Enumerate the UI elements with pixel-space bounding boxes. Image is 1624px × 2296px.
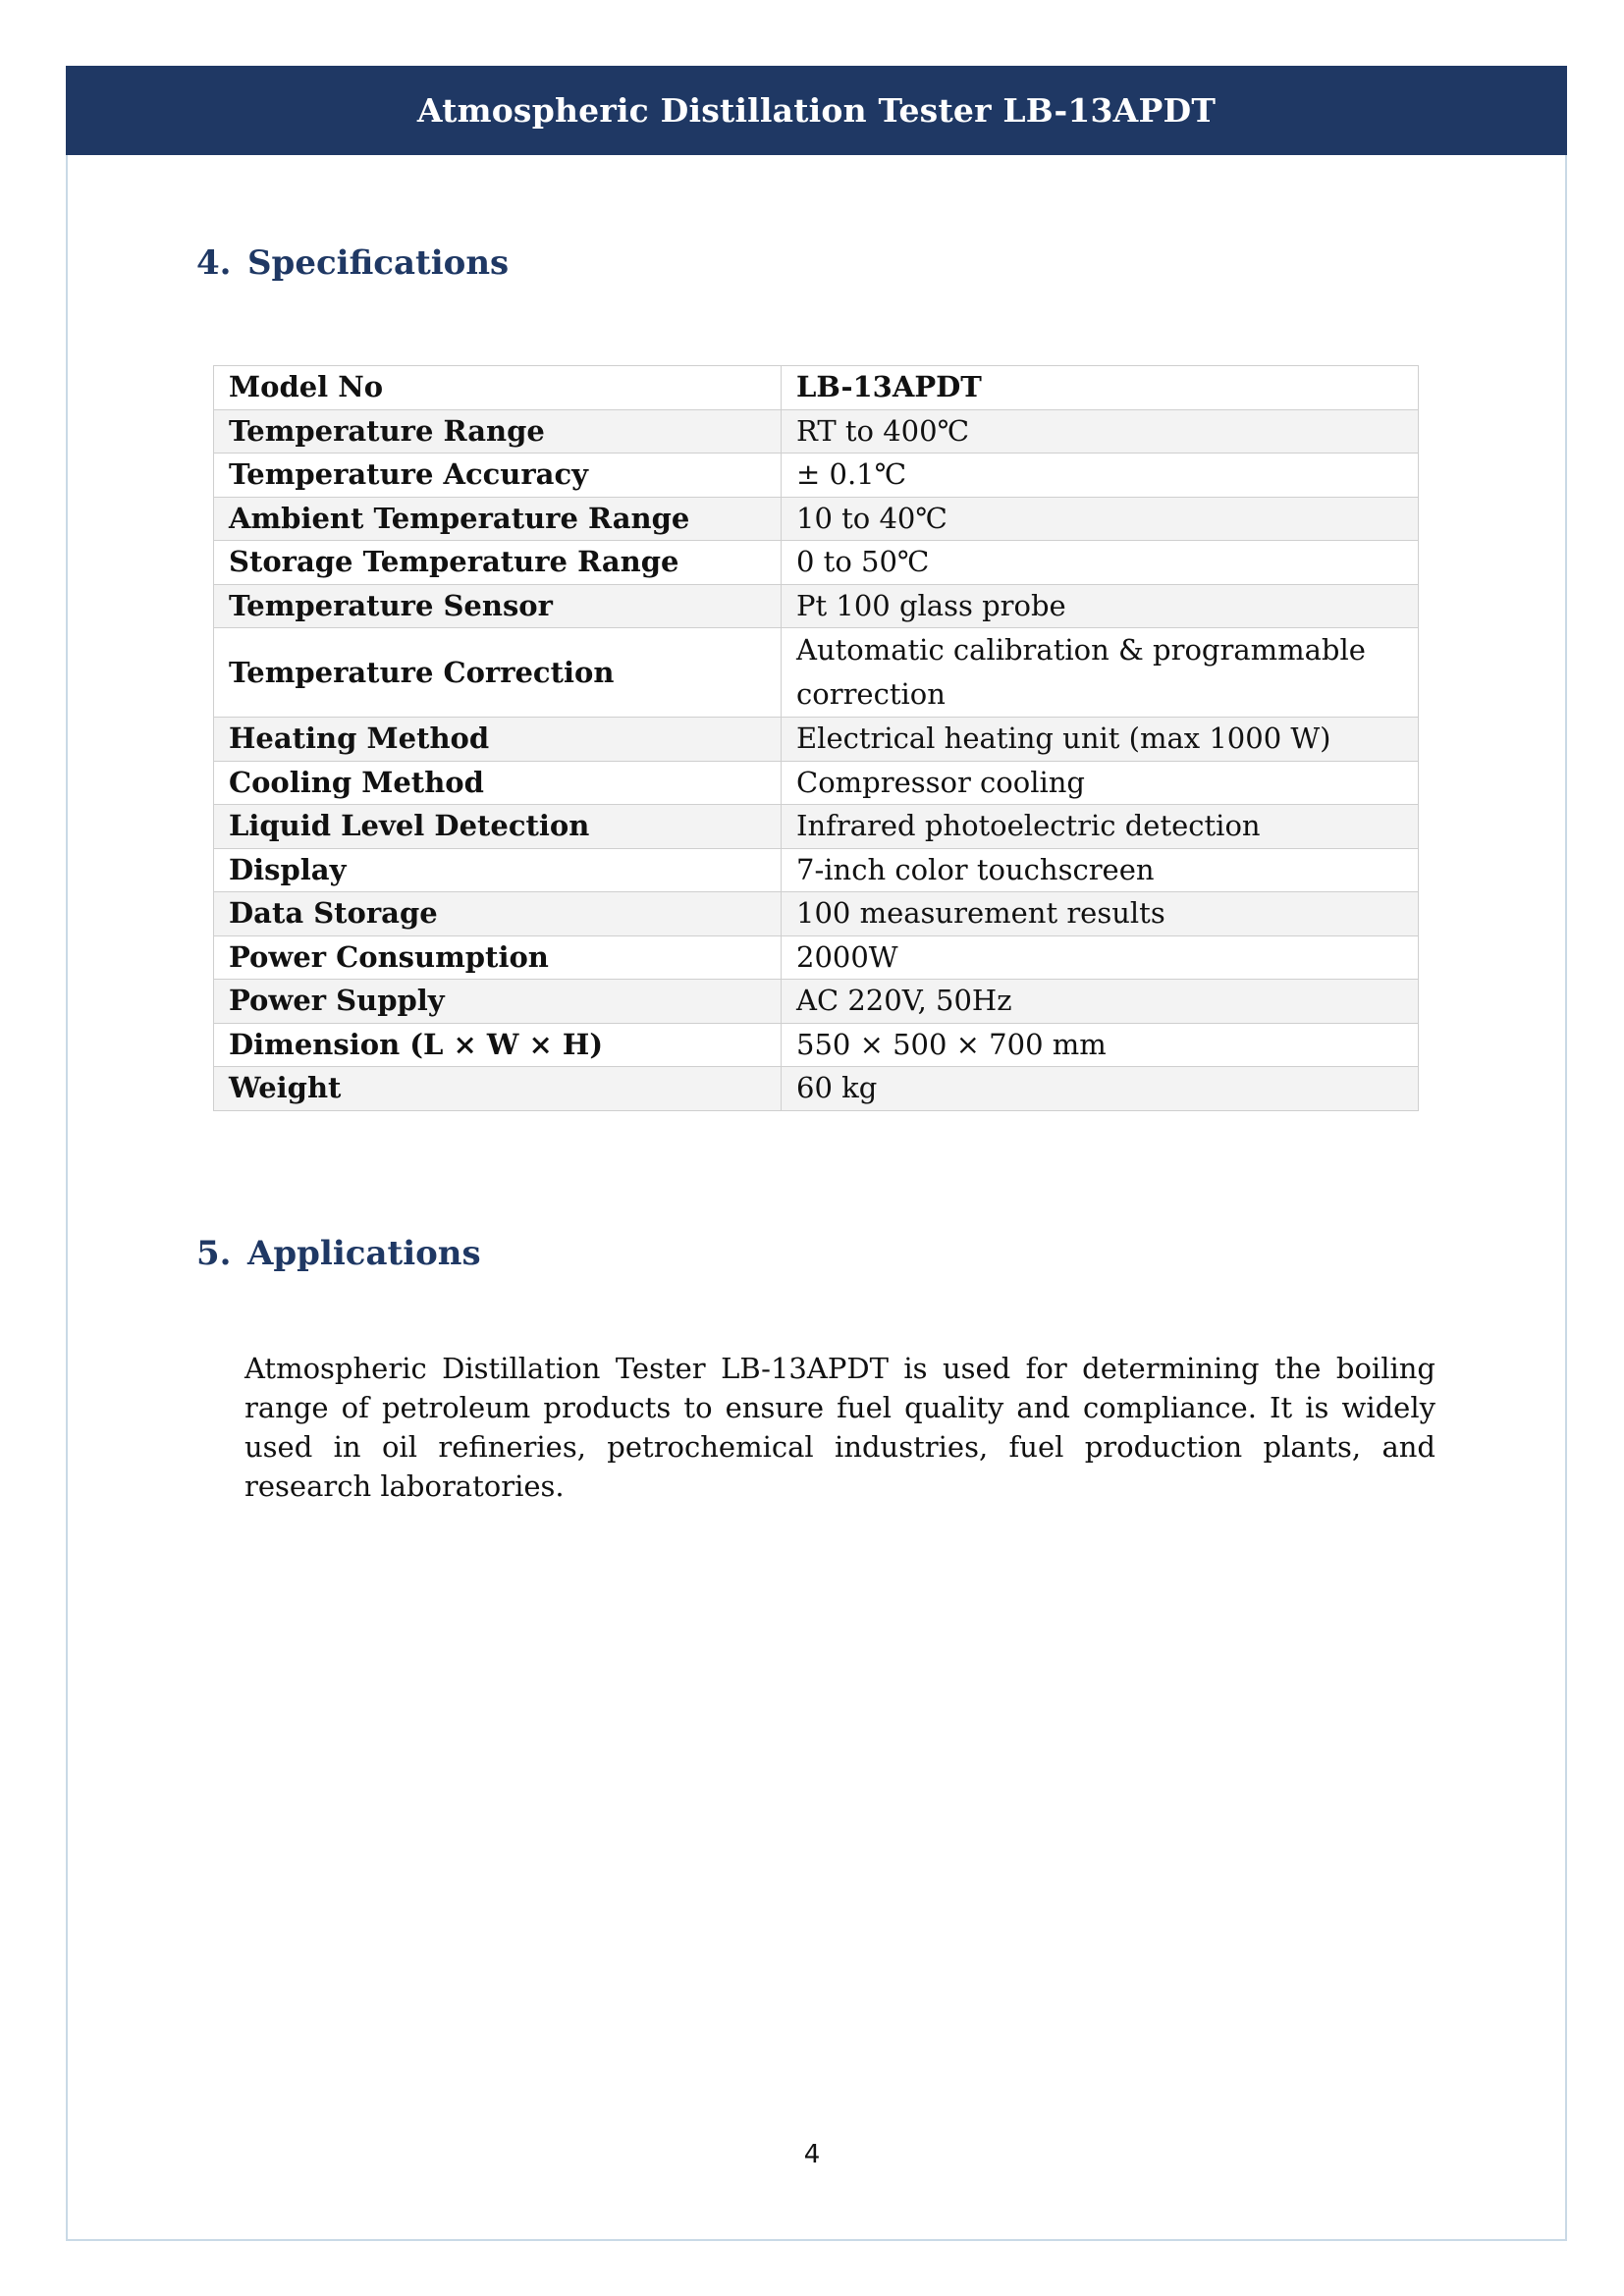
table-row — [214, 761, 1419, 805]
spec-label: Heating Method — [214, 718, 782, 762]
table-row — [214, 805, 1419, 849]
table-row — [214, 1023, 1419, 1067]
spec-label: Ambient Temperature Range — [214, 497, 782, 541]
table-row — [214, 718, 1419, 762]
spec-value: 10 to 40℃ — [782, 497, 1419, 541]
spec-value: Automatic calibration & programmable correction — [782, 628, 1419, 718]
section-title: Specifications — [247, 243, 510, 283]
table-row — [214, 409, 1419, 454]
spec-value: RT to 400℃ — [782, 409, 1419, 454]
spec-value: Electrical heating unit (max 1000 W) — [782, 718, 1419, 762]
section-number: 5. — [196, 1234, 232, 1273]
table-row — [214, 1067, 1419, 1111]
table-row — [214, 628, 1419, 718]
spec-label: Data Storage — [214, 892, 782, 936]
spec-value: Infrared photoelectric detection — [782, 805, 1419, 849]
table-row — [214, 541, 1419, 585]
spec-label: Power Supply — [214, 980, 782, 1024]
applications-heading — [196, 1234, 481, 1273]
spec-value: AC 220V, 50Hz — [782, 980, 1419, 1024]
spec-label: Weight — [214, 1067, 782, 1111]
applications-paragraph: Atmospheric Distillation Tester LB-13APDT is used for determining the boiling range of petroleum products to ensure fuel quality and compliance. It is widely used in oil refineries, petrochemical industries, fuel production plants, and research laboratories. — [244, 1352, 1435, 1503]
section-number: 4. — [196, 243, 232, 283]
spec-label: Storage Temperature Range — [214, 541, 782, 585]
table-row — [214, 935, 1419, 980]
spec-label: Dimension (L × W × H) — [214, 1023, 782, 1067]
table-row — [214, 584, 1419, 628]
spec-value: 100 measurement results — [782, 892, 1419, 936]
section-title: Applications — [247, 1234, 481, 1273]
spec-value: 550 × 500 × 700 mm — [782, 1023, 1419, 1067]
spec-label: Liquid Level Detection — [214, 805, 782, 849]
spec-value: ± 0.1℃ — [782, 454, 1419, 498]
spec-value: Compressor cooling — [782, 761, 1419, 805]
spec-label: Power Consumption — [214, 935, 782, 980]
spec-label: Display — [214, 848, 782, 892]
header-bar — [66, 66, 1567, 155]
spec-value: Pt 100 glass probe — [782, 584, 1419, 628]
specifications-table — [213, 365, 1419, 1111]
table-row — [214, 497, 1419, 541]
table-row — [214, 892, 1419, 936]
spec-label: Temperature Accuracy — [214, 454, 782, 498]
spec-value: LB-13APDT — [782, 366, 1419, 410]
table-row — [214, 454, 1419, 498]
spec-value: 60 kg — [782, 1067, 1419, 1111]
spec-value: 2000W — [782, 935, 1419, 980]
spec-label: Temperature Correction — [214, 628, 782, 718]
spec-label: Model No — [214, 366, 782, 410]
table-row — [214, 980, 1419, 1024]
spec-value: 0 to 50℃ — [782, 541, 1419, 585]
spec-label: Cooling Method — [214, 761, 782, 805]
document-title: Atmospheric Distillation Tester LB-13APDT — [416, 91, 1217, 130]
table-row — [214, 848, 1419, 892]
spec-label: Temperature Sensor — [214, 584, 782, 628]
spec-value: 7-inch color touchscreen — [782, 848, 1419, 892]
specifications-heading — [196, 243, 509, 283]
page-number: 4 — [803, 2140, 821, 2169]
spec-label: Temperature Range — [214, 409, 782, 454]
table-row — [214, 366, 1419, 410]
